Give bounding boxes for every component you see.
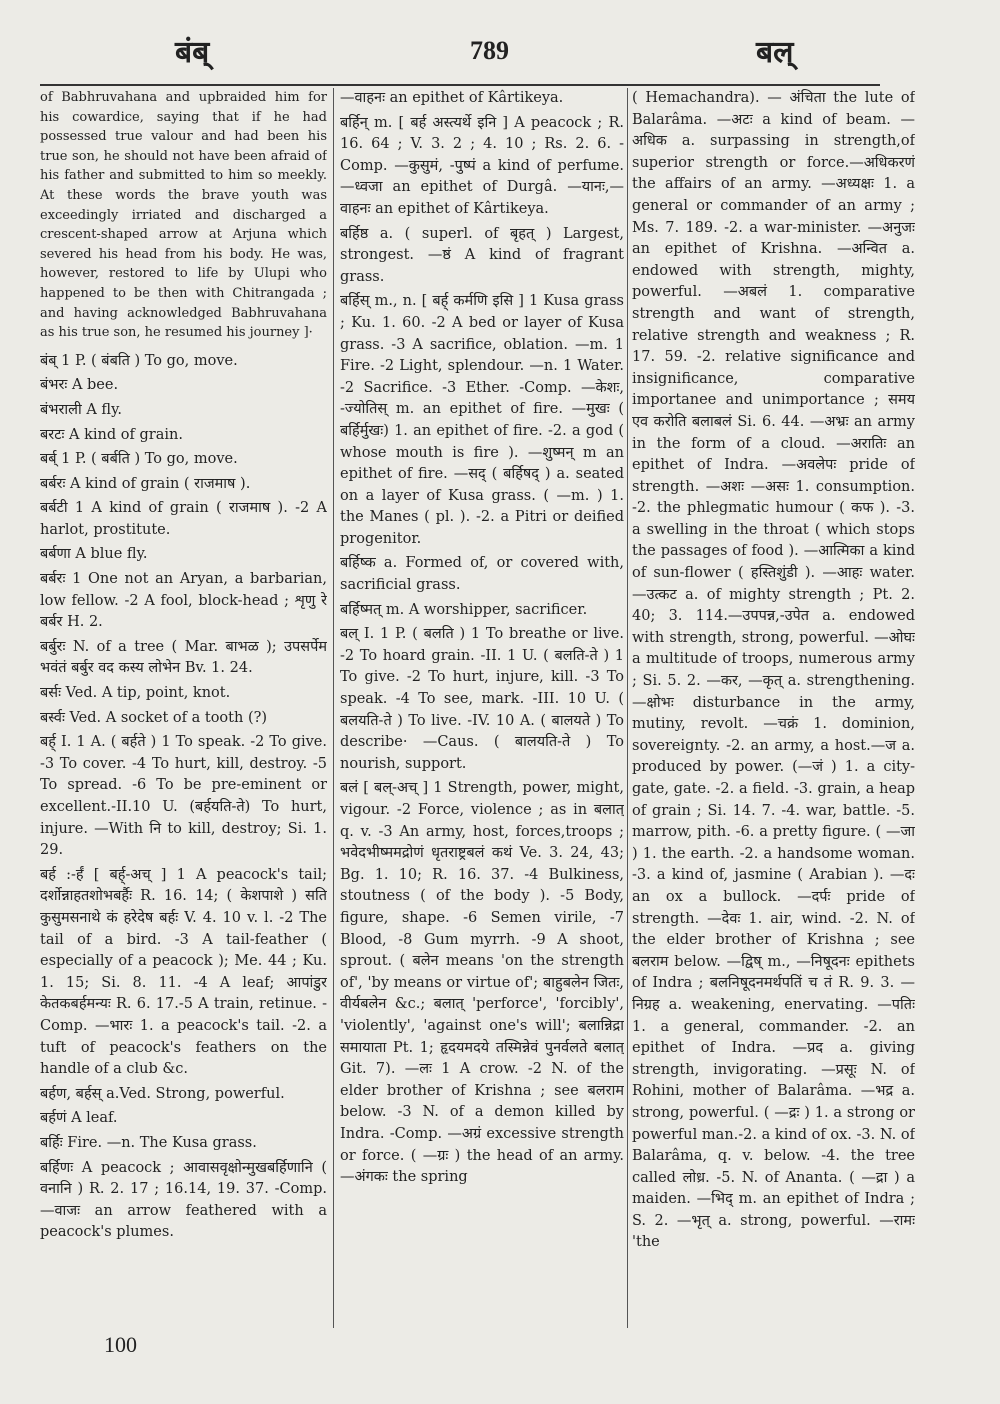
dictionary-entry: बर्हिन् m. [ बर्ह अस्त्यर्थे इनि ] A peacock ; R. 16. 64 ; V. 3. 2 ; 4. 10 ; Rs. 2. 6. -Comp. —कुसुमं, -पुष्पं a kind of perfume. —ध्वजा an epithet of Durgâ. —यानः,—वाहनः an epithet of Kârtikeya. (340, 114, 624, 217)
dictionary-entry: बंभरः A bee. (40, 377, 119, 394)
dictionary-entry: बरटः A kind of grain. (40, 426, 183, 443)
dictionary-entry: बर्स्वः Ved. A socket of a tooth (?) (40, 709, 268, 726)
column-3 (632, 88, 915, 1338)
dictionary-entry: —वाहनः an epithet of Kârtikeya. (340, 90, 564, 106)
dictionary-entry: बर्बटी 1 A kind of grain ( राजमाष ). -2 A harlot, prostitute. (40, 500, 327, 538)
page-number: 789 (470, 36, 509, 65)
header-left-word: बंब् (175, 35, 210, 70)
dictionary-entry: of Babhruvahana and upbraided him for his cowardice, saying that if he had possessed true valour and had been his true son, he should not have been afraid of his father and submitted to him so meekly. At these words the brave youth was exceedingly irriated and discharged a crescent-shaped arrow at Arjuna which severed his head from his body. He was, however, restored to life by Ulupi who happened to be then with Chitrangada ; and having acknowledged Babhruvahana as his true son, he resumed his journey ]· (40, 90, 327, 341)
dictionary-entry: बर्हिष्ठ a. ( superl. of बृहत् ) Largest, strongest. —ष्ठं A kind of fragrant grass. (340, 225, 624, 285)
dictionary-entry: बर्हिष्मत् m. A worshipper, sacrificer. (340, 601, 588, 618)
printer-signature: 100 (104, 1332, 137, 1357)
dictionary-entry: बर्बणा A blue fly. (40, 546, 148, 563)
dictionary-entry: बर्बरः 1 One not an Aryan, a barbarian, low fellow. -2 A fool, block-head ; शृणु रे बर्बर H. 2. (40, 571, 327, 631)
dictionary-entry: बर्बरः A kind of grain ( राजमाष ). (40, 475, 251, 492)
dictionary-entry: बर्हिष्क a. Formed of, or covered with, sacrificial grass. (340, 555, 624, 594)
header-right-word: बल् (756, 35, 794, 70)
column-2 (340, 88, 624, 1338)
dictionary-entry: बर्हणं A leaf. (40, 1110, 118, 1127)
dictionary-entry: बर्हिणः A peacock ; आवासवृक्षोन्मुखबर्हिणानि ( वनानि ) R. 2. 17 ; 16.14, 19. 37. -Comp. —वाजः an arrow feathered with a peacock's plumes. (40, 1159, 327, 1241)
dictionary-entry: बर्सः Ved. A tip, point, knot. (40, 685, 231, 702)
dictionary-entry: बर्बुरः N. of a tree ( Mar. बाभळ ); उपसर्पेम भवंतं बर्बुर वद कस्य लोभेन Bv. 1. 24. (40, 638, 327, 677)
dictionary-entry: बर्हिः Fire. —n. The Kusa grass. (40, 1134, 257, 1151)
header-rule (40, 84, 880, 86)
dictionary-entry: बर्ब् 1 P. ( बर्बति ) To go, move. (40, 451, 238, 468)
column-1 (40, 88, 327, 1324)
dictionary-entry: बलं [ बल्-अच् ] 1 Strength, power, might, vigour. -2 Force, violence ; as in बलात् q. v. -3 An army, host, forces,troops ; भवेदभीष्ममद्रोणं धृतराष्ट्रबलं कथं Ve. 3. 24, 43; Bg. 1. 10; R. 16. 37. -4 Bulkiness, stoutness ( of the body ). -5 Body, figure, shape. -6 Semen virile, -7 Blood, -8 Gum myrrh. -9 A shoot, sprout. ( बलेन means 'on the strength of', 'by means or virtue of'; बाहुबलेन जितः, वीर्यबलेन &c.; बलात् 'perforce', 'forcibly', 'violently', 'against one's will'; बलान्निद्रा समायाता Pt. 1; हृदयमदये तस्मिन्नेवं पुनर्वलते बलात् Git. 7). —लः 1 A crow. -2 N. of the elder brother of Krishna ; see बलराम below. -3 N. of a demon killed by Indra. -Comp. —अग्रं excessive strength or force. ( —ग्रः ) the head of an army. —अंगकः the spring (340, 780, 624, 1186)
dictionary-entry: बर्ह :-र्हं [ बर्ह्-अच् ] 1 A peacock's tail; दर्शोन्नाहतशोभबर्हैः R. 16. 14; ( केशपाशे ) सति कुसुमसनाथे कं हरेदेष बर्हः V. 4. 10 v. l. -2 The tail of a bird. -3 A tail-feather ( especially of a peacock ); Me. 44 ; Ku. 1. 15; Si. 8. 11. -4 A leaf; आपांडुर केतकबर्हमन्यः R. 6. 17.-5 A train, retinue. -Comp. —भारः 1. a peacock's tail. -2. a tuft of peacock's feathers on the handle of a club &c. (40, 866, 327, 1078)
dictionary-entry: ( Hemachandra). — अंचिता the lute of Balarâma. —अटः a kind of beam. —अधिक a. surpassing in strength,of superior strength or force.—अधिकरणं the affairs of an army. —अध्यक्षः 1. a general or commander of an army ; Ms. 7. 189. -2. a war-minister. —अनुजः an epithet of Krishna. —अन्वित a. endowed with strength, mighty, powerful. —अबलं 1. comparative strength and want of strength, relative strength and weakness ; R. 17. 59. -2. relative significance and insignificance, comparative importanee and unimportance ; समय एव करोति बलाबलं Si. 6. 44. —अभ्रः an army in the form of a cloud. —अरातिः an epithet of Indra. —अवलेपः pride of strength. —अशः —असः 1. consumption. -2. the phlegmatic humour ( कफ ). -3. a swelling in the throat ( which stops the passages of food ). —आत्मिका a kind of sun-flower ( हस्तिशुंडी ). —आहः water. —उत्कट a. of mighty strength ; Pt. 2. 40; 3. 114.—उपपन्न,-उपेत a. endowed with strength, strong, powerful. —ओघः a multitude of troops, numerous army ; Si. 5. 2. —कर, —कृत् a. strengthening. —क्षोभः disturbance in the army, mutiny, revolt. —चक्रं 1. dominion, sovereignty. -2. an army, a host.—ज a. produced by power. (—जं ) 1. a city-gate, gate. -2. a field. -3. grain, a heap of grain ; Si. 14. 7. -4. war, battle. -5. marrow, pith. -6. a pretty figure. ( —जा ) 1. the earth. -2. a handsome woman. -3. a kind of, jasmine ( Arabian ). —दः an ox a bullock. —दर्पः pride of strength. —देवः 1. air, wind. -2. N. of the elder brother of Krishna ; see बलराम below. —द्विष् m., —निषूदनः epithets of Indra ; बलनिषूदनमर्थपतिं च तं R. 9. 3. —निग्रह a. weakening, enervating. —पतिः 1. a general, commander. -2. an epithet of Indra. —प्रद a. giving strength, invigorating. —प्रसूः N. of Rohini, mother of Balarâma. —भद्र a. strong, powerful. ( —द्रः ) 1. a strong or powerful man.-2. a kind of ox. -3. N. of Balarâma, q. v. below. -4. the tree called लोध्र. -5. N. of Ananta. ( —द्रा ) a maiden. —भिद् m. an epithet of Indra ; S. 2. —भृत् a. strong, powerful. —रामः 'the (632, 90, 915, 1251)
column-divider (333, 88, 334, 1328)
dictionary-entry: बंब् 1 P. ( बंबति ) To go, move. (40, 352, 238, 369)
dictionary-entry: बर्हिस् m., n. [ बर्ह् कर्मणि इसि ] 1 Kusa grass ; Ku. 1. 60. -2 A bed or layer of Kusa grass. -3 A sacrifice, oblation. —m. 1 Fire. -2 Light, splendour. —n. 1 Water. -2 Sacrifice. -3 Ether. -Comp. —केशः, -ज्योतिस् m. an epithet of fire. —मुखः ( बर्हिर्मुखः) 1. an epithet of fire. -2. a god ( whose mouth is fire ). —शुष्मन् m an epithet of fire. —सद् ( बर्हिषद् ) a. seated on a layer of Kusa grass. ( —m. ) 1. the Manes ( pl. ). -2. a Pitri or deified progenitor. (340, 293, 624, 547)
dictionary-entry: बर्ह् I. 1 A. ( बर्हते ) 1 To speak. -2 To give. -3 To cover. -4 To hurt, kill, destroy. -5 To spread. -6 To be pre-eminent or excellent.-II.10 U. (बर्हयति-ते) To hurt, injure. —With नि to kill, destroy; Si. 1. 29. (40, 734, 327, 859)
column-divider (627, 88, 628, 1328)
dictionary-entry: बल् I. 1 P. ( बलति ) 1 To breathe or live. -2 To hoard grain. -II. 1 U. ( बलति-ते ) 1 To give. -2 To hurt, injure, kill. -3 To speak. -4 To see, mark. -III. 10 U. ( बलयति-ते ) To live. -IV. 10 A. ( बालयते ) To describe· —Caus. ( बालयति-ते ) To nourish, support. (340, 626, 624, 772)
dictionary-entry: बर्हण, बर्हस् a.Ved. Strong, powerful. (40, 1085, 285, 1102)
dictionary-entry: बंभराली A fly. (40, 401, 122, 418)
